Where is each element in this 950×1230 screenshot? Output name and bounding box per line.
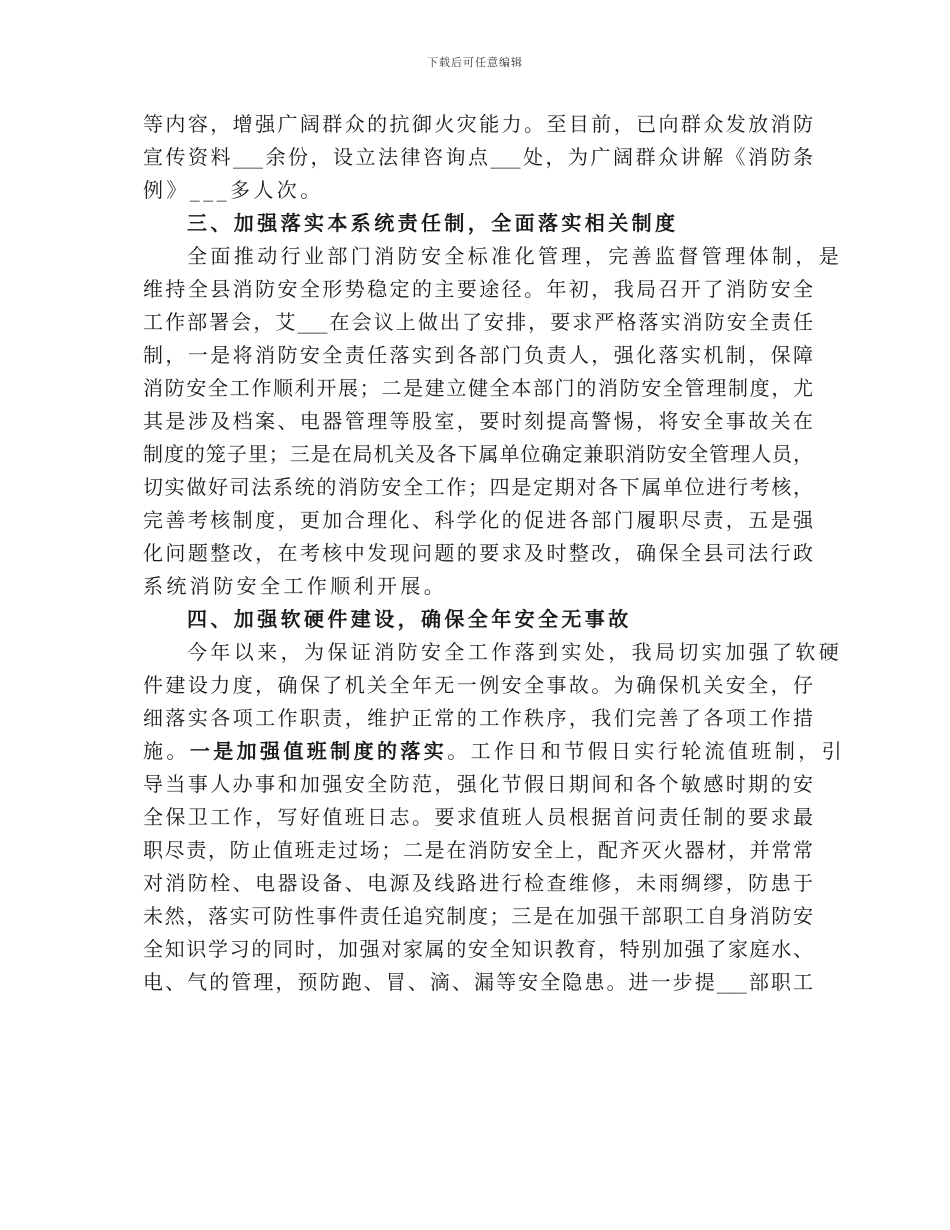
text-line: 未然，落实可防性事件责任追究制度；三是在加强干部职工自身消防安 — [143, 904, 813, 928]
text-line: 切实做好司法系统的消防安全工作；四是定期对各下属单位进行考核， — [143, 475, 813, 499]
text-line: 全知识学习的同时，加强对家属的安全知识教育，特别加强了家庭水、 — [143, 937, 813, 961]
text-line: 全保卫工作，写好值班日志。要求值班人员根据首问责任制的要求最 — [143, 805, 813, 829]
text-line: 导当事人办事和加强安全防范，强化节假日期间和各个敏感时期的安 — [143, 772, 813, 796]
text-line: 消防安全工作顺利开展；二是建立健全本部门的消防安全管理制度，尤 — [143, 376, 813, 400]
text-line: 化问题整改，在考核中发现问题的要求及时整改，确保全县司法行政 — [143, 541, 813, 565]
text-line: 完善考核制度，更加合理化、科学化的促进各部门履职尽责，五是强 — [143, 508, 813, 532]
text-segment: 。工作日和节假日实行轮流值班制，引 — [447, 739, 846, 763]
text-line: 职尽责，防止值班走过场；二是在消防安全上，配齐灭火器材，并常常 — [143, 838, 813, 862]
text-line: 制度的笼子里；三是在局机关及各下属单位确定兼职消防安全管理人员， — [143, 442, 813, 466]
text-line: 今年以来，为保证消防安全工作落到实处，我局切实加强了软硬 — [187, 640, 843, 664]
text-line-mixed — [143, 735, 846, 768]
text-line: 对消防栓、电器设备、电源及线路进行检查维修，未雨绸缪，防患于 — [143, 871, 813, 895]
text-segment: 施。 — [143, 739, 190, 763]
text-line: 工作部署会，艾___在会议上做出了安排，要求严格落实消防安全责任 — [143, 310, 813, 334]
document-body — [143, 108, 846, 999]
text-line: 电、气的管理，预防跑、冒、滴、漏等安全隐患。进一步提___部职工 — [143, 970, 813, 994]
section-heading-4: 四、加强软硬件建设，确保全年安全无事故 — [187, 607, 632, 631]
text-line: 例》___多人次。 — [143, 178, 324, 202]
text-line: 件建设力度，确保了机关全年无一例安全事故。为确保机关安全，仔 — [143, 673, 813, 697]
bold-phrase: 一是加强值班制度的落实 — [189, 739, 448, 763]
text-line: 细落实各项工作职责，维护正常的工作秩序，我们完善了各项工作措 — [143, 706, 813, 730]
text-line: 宣传资料___余份，设立法律咨询点___处，为广阔群众讲解《消防条 — [143, 145, 813, 169]
text-line: 维持全县消防安全形势稳定的主要途径。年初，我局召开了消防安全 — [143, 277, 813, 301]
section-heading-3: 三、加强落实本系统责任制，全面落实相关制度 — [187, 211, 679, 235]
text-line: 制，一是将消防安全责任落实到各部门负责人，强化落实机制，保障 — [143, 343, 813, 367]
text-line: 等内容，增强广阔群众的抗御火灾能力。至目前，已向群众发放消防 — [143, 112, 813, 136]
text-line: 其是涉及档案、电器管理等股室，要时刻提高警惕，将安全事故关在 — [143, 409, 813, 433]
text-line: 全面推动行业部门消防安全标准化管理，完善监督管理体制，是 — [187, 244, 843, 268]
text-line: 系统消防安全工作顺利开展。 — [143, 574, 448, 598]
page-header: 下载后可任意编辑 — [427, 56, 523, 69]
